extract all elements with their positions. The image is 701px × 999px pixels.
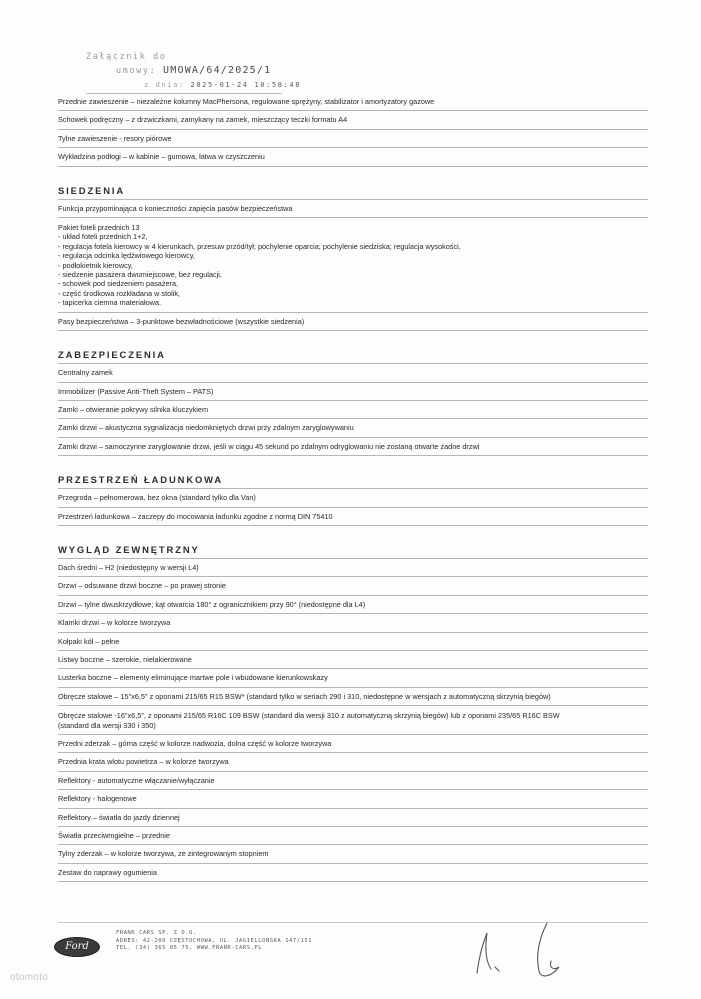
stamp-line-2: [86, 64, 301, 78]
spec-row: Tylny zderzak – w kolorze tworzywa, ze zintegrowanym stopniem: [58, 845, 648, 863]
spec-row: Obręcze stalowe – 15"x6,5" z oponami 215/65 R15 BSW* (standard tylko w seriach 290 i 310, niedostępne w wersjach z automatyczną skrzynią biegów): [58, 688, 648, 706]
seat-package-line: - część środkowa rozkładana w stolik,: [58, 288, 181, 298]
watermark-text: otomoto: [10, 972, 49, 983]
spec-row: Listwy boczne – szerokie, nielakierowane: [58, 651, 648, 669]
spec-row: Tylne zawieszenie - resory piórowe: [58, 130, 648, 148]
spec-row: Drzwi – tylne dwuskrzydłowe; kąt otwarcia 180° z ogranicznikiem przy 90° (niedostępne dla L4): [58, 596, 648, 614]
spec-row: Przednia krata wlotu powietrza – w kolorze tworzywa: [58, 753, 648, 771]
stamp-line-1: Załącznik do: [86, 52, 167, 62]
spec-row: Zestaw do naprawy ogumienia: [58, 864, 648, 882]
spec-row: Światła przeciwmgielne – przednie: [58, 827, 648, 845]
seat-package-line: - siedzenie pasażera dwumiejscowe, bez regulacji,: [58, 270, 222, 280]
spec-row: Drzwi – odsuwane drzwi boczne – po prawej stronie: [58, 577, 648, 595]
stamp-contract-number: UMOWA/64/2025/1: [163, 65, 272, 76]
company-info: [116, 930, 312, 953]
spec-row: Schowek podręczny – z drzwiczkami, zamykany na zamek, mieszczący teczki formatu A4: [58, 111, 648, 129]
spec-row: Dach średni – H2 (niedostępny w wersji L4): [58, 559, 648, 577]
spec-row: Reflektory – światła do jazdy dziennej: [58, 809, 648, 827]
ford-logo-text: Ford: [65, 941, 89, 952]
spec-row: Wykładzina podłogi – w kabinie – gumowa, łatwa w czyszczeniu: [58, 148, 648, 166]
stamp-date-value: 2025-01-24 10:58:48: [190, 81, 302, 89]
company-address: ADRES: 42-200 CZĘSTOCHOWA, UL. JAGIELLOŃSKA 147/151: [116, 937, 313, 944]
stamp-contract-label: umowy:: [116, 66, 157, 76]
spec-row: Immobilizer (Passive Anti-Theft System – PATS): [58, 383, 648, 401]
spec-row: Przedni zderzak – górna część w kolorze nadwozia, dolna część w kolorze tworzywa: [58, 735, 648, 753]
spec-row: Przegroda – pełnomerowa, bez okna (standard tylko dla Van): [58, 489, 648, 507]
seat-package-line: - podłokietnik kierowcy,: [58, 260, 133, 270]
wheels-16-line: Obręcze stalowe -16"x6,5", z oponami 215/65 R16C 109 BSW (standard dla wersji 310 z automatyczną skrzynią biegów) lub z oponami 235/65 R16C BSW: [58, 711, 560, 721]
section-heading-siedzenia: SIEDZENIA: [58, 167, 648, 200]
seat-package-line: - schowek pod siedzeniem pasażera,: [58, 279, 179, 289]
spec-row-wheels-16: [58, 706, 648, 735]
spec-row: Zamki drzwi – akustyczna sygnalizacja niedomkniętych drzwi przy zdalnym zaryglowywaniu: [58, 419, 648, 437]
spec-row: Centralny zamek: [58, 364, 648, 382]
spec-row: Funkcja przypominająca o konieczności zapięcia pasów bezpieczeństwa: [58, 200, 648, 218]
handwritten-signature-icon: [455, 905, 585, 985]
stamp-line-3: [86, 78, 301, 92]
spec-row: Reflektory - automatyczne włączanie/wyłączanie: [58, 772, 648, 790]
spec-row: Lusterka boczne – elementy eliminujące martwe pole i wbudowane kierunkowskazy: [58, 669, 648, 687]
spec-row: Zamki – otwieranie pokrywy silnika kluczykiem: [58, 401, 648, 419]
seat-package-line: Pakiet foteli przednich 13: [58, 223, 140, 233]
seat-package-line: - regulacja fotela kierowcy w 4 kierunkach, przesuw przód/tył; pochylenie oparcia; pochylenie siedziska; regulacja wysokości,: [58, 241, 461, 251]
section-heading-przestrzen-ladunkowa: PRZESTRZEŃ ŁADUNKOWA: [58, 456, 648, 489]
section-heading-wyglad-zewnetrzny: WYGLĄD ZEWNĘTRZNY: [58, 526, 648, 559]
spec-row: Przednie zawieszenie – niezależne kolumny MacPhersona, regulowane sprężyny, stabilizator i amortyzatory gazowe: [58, 93, 648, 111]
spec-row: Kołpaki kół – pełne: [58, 633, 648, 651]
seat-package-line: - regulacja odcinka lędźwiowego kierowcy,: [58, 251, 195, 261]
stamp-date-label: z dnia:: [144, 81, 185, 89]
seat-package-line: - układ foteli przednich 1+2,: [58, 232, 148, 242]
company-name: FRANK CARS SP. Z O.O.: [116, 930, 197, 936]
section-heading-zabezpieczenia: ZABEZPIECZENIA: [58, 331, 648, 364]
seat-package-line: - tapicerka ciemna materiałowa.: [58, 298, 162, 308]
spec-list: [58, 93, 648, 882]
ford-logo-icon: [54, 937, 100, 957]
spec-row: Klamki drzwi – w kolorze tworzywa: [58, 614, 648, 632]
spec-row-seat-package: [58, 218, 648, 313]
spec-row: Pasy bezpieczeństwa – 3-punktowe bezwładnościowe (wszystkie siedzenia): [58, 313, 648, 331]
company-contact: TEL. (34) 365 05 75, WWW.FRANK-CARS.PL: [116, 945, 263, 951]
wheels-16-line: (standard dla wersji 330 i 350): [58, 720, 156, 730]
attachment-stamp: [86, 50, 301, 92]
spec-row: Zamki drzwi – samoczynne zaryglowanie drzwi, jeśli w ciągu 45 sekund po zdalnym odryglowaniu nie zostaną otwarte żadne drzwi: [58, 438, 648, 456]
spec-row: Przestrzeń ładunkowa – zaczepy do mocowania ładunku zgodne z normą DIN 75410: [58, 508, 648, 526]
spec-row: Reflektory - halogenowe: [58, 790, 648, 808]
